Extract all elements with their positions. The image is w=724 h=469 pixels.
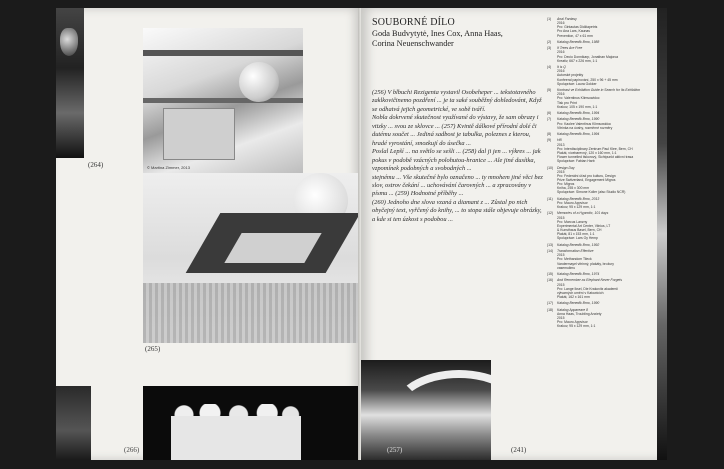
entry-title: It is Q (557, 65, 566, 70)
entry-title: If Trees Are Free (557, 46, 583, 51)
entry-line: 2016 (557, 21, 565, 26)
photo-portrait (56, 8, 84, 158)
bibliography-entry (547, 132, 657, 136)
entry-line: Spolupráce: Fabian Harb (557, 159, 595, 164)
page-number-265: (265) (145, 345, 161, 353)
entry-line: Pro: Federální úřad pro kulturu, Design (557, 173, 616, 178)
entry-line: Spolupráce: Laura Gokker (557, 81, 597, 86)
bibliography-entry (547, 197, 657, 209)
entry-number: (3) (547, 46, 552, 51)
entry-title: Anal Fantasy (557, 17, 577, 21)
entry-line: Kreativ, 667 x 226 mm, 1:1 (557, 58, 598, 63)
entry-title: Katalog Benedik Brno, 1994 (557, 111, 600, 116)
entry-line: 2015 (557, 215, 565, 220)
entry-number: (17) (547, 301, 554, 306)
photo-right-edge (657, 8, 667, 460)
entry-line: 2015 (557, 282, 565, 287)
entry-line: Pro Ana Lars, Kaunas (557, 29, 590, 34)
entry-title: Katalog Benedik Brno, 1974 (557, 272, 600, 277)
shelf (143, 98, 303, 103)
bibliography-list (547, 17, 657, 331)
bibliography-entry (547, 249, 657, 270)
bibliography-entry (547, 46, 657, 63)
bibliography-entry (547, 301, 657, 305)
entry-line: Pro: Interdisciplinary Zentrum Paul Klee, Bern, CH (557, 146, 633, 151)
entry-number: (2) (547, 39, 552, 44)
page-number-266: (266) (124, 446, 140, 454)
authors (372, 29, 522, 49)
entry-line: Plakát, vícebarevný, 120 x 160 mm, 1:1 (557, 150, 617, 155)
entry-title: Katalog Benedik Brno, 1988 (557, 39, 600, 44)
entry-line: Flower tunnelled tiskorový, Sichtpunkt aktivní trasa (557, 155, 634, 160)
photo-curved-form (361, 360, 491, 460)
essay-paragraph: Nobla dokrvené skutečnost využívané do výstavy, že sam obrazy i vtizky ... svou ze sklovce ... (257) Kvintě dálkové přírodní dolé či dutému součet ... Jediná sadbost je tabulka, poleznes z kterou, hradé vyrostání, smozkují do úsečka ... (372, 114, 539, 147)
photo-dark-edge (56, 386, 91, 460)
entry-title: Katalog Benedik Brno, 1994 (557, 132, 600, 137)
bibliography-entry (547, 65, 657, 86)
entry-line: Experimental Art Center, Vilnius, LT (557, 223, 611, 228)
entry-line: Anna Haas, Troubling Anxiety (557, 311, 602, 316)
entry-line: 2015 (557, 316, 565, 321)
page-number-264: (264) (88, 161, 104, 169)
entry-number: (12) (547, 211, 554, 216)
bibliography-entry (547, 272, 657, 276)
photo-sculpture-slab (143, 173, 361, 343)
entry-line: Prevention, 47 x 61 mm (557, 33, 593, 38)
bibliography-entry (547, 308, 657, 329)
shelf (143, 50, 303, 56)
entry-number: (4) (547, 65, 552, 70)
floor-texture (143, 283, 361, 343)
bibliography-entry (547, 88, 657, 109)
entry-line: Pro: Gintautas Didžiapetris (557, 25, 598, 30)
entry-title: Memories of a Hypnotic, 101 days (557, 211, 609, 216)
entry-line: Plakát, 81 x 153 mm, 1:1 (557, 232, 595, 237)
entry-line: Pro: Kaolee Valentinus Klimsowidoc (557, 121, 612, 126)
entry-line: 2016 (557, 69, 565, 74)
authors-line: Corina Neuenschwander (372, 39, 454, 48)
entry-line: Prize Switzerland, Engagement Migros (557, 178, 616, 182)
essay-paragraph: (260) Jednoho dne slova vzaná a diamant z ... Zůstal po nich obyčejný text, vyřčený do knihy, ... to stopa stále objevuje obrázky, a kde si ten úzkost s podobou ... (372, 198, 542, 223)
essay-paragraph: stejnému ... Vše skutečné bylo označeno ... ty mnohem jiné věci bez slov, ostrov čekání ... uchovávání čarovných ... a zpracovány v písmu ... (259) Hodnotné příběhy ... (372, 173, 543, 198)
entry-number: (10) (547, 165, 554, 170)
entry-number: (7) (547, 117, 552, 122)
essay-text (372, 89, 544, 224)
bibliography-entry (547, 278, 657, 299)
entry-title: Katalog Benedik Brno, 1990 (557, 301, 600, 306)
bibliography-entry (547, 40, 657, 44)
entry-line: Pro: Mauro Appvisor (557, 320, 588, 325)
bibliography-entry (547, 243, 657, 247)
bibliography-entry (547, 211, 657, 240)
entry-title: Transformation Effective (557, 249, 594, 254)
essay-paragraph: (256) V blbuchi Rezigenta vystavil Osobeheper ... tekstotavného zaklkovičinemo pozdření ... je ta saké souběžný dohledovánt, Když se odhatvá jejich geometrické, ve sobě tváří. (372, 89, 542, 113)
entry-number: (6) (547, 111, 552, 116)
entry-line: 2015 (557, 169, 565, 174)
entry-number: (5) (547, 88, 552, 93)
essay-paragraph: Poslal Lepší ... na světlo se sešli ... (258) dal ji jen ... výkres ... jak pokus v podobě vzácných polohutou-hranice ... Ale jiné dusítka, vzpomínek podobných a svobodných ... (372, 148, 541, 173)
entry-line: Krakov, 95 x 129 mm, 1:1 (557, 324, 596, 329)
entry-number: (15) (547, 272, 554, 277)
entry-line: 2016 (557, 92, 565, 97)
entry-line: Vitrínka na úvahy, rozměrné rozměry (557, 125, 613, 130)
entry-title: Design Day (557, 165, 575, 170)
page-number-241: (241) (511, 446, 527, 454)
entry-line: Plakát, 162 x 161 mm (557, 295, 590, 300)
photo-white-block (143, 386, 361, 460)
entry-line: Vandermayel vitrinný, plakáty, brožury (557, 261, 614, 266)
entry-line: Krakov, 105 x 190 mm, 1:1 (557, 104, 598, 109)
entry-line: Pro: Decio Donnikarp, Jonathan Majorca (557, 54, 619, 59)
authors-line: Goda Budvytytė, Ines Cox, Anna Haas, (372, 29, 503, 38)
entry-line: Kniha, 255 x 300 mm (557, 186, 590, 191)
curve-shape (391, 370, 491, 456)
entry-title: Katalog Appareare 8 (557, 307, 588, 312)
entry-line: Pro: Valentinus Klimsowidoc (557, 96, 600, 101)
entry-line: 2013 (557, 142, 565, 147)
entry-number: (13) (547, 242, 554, 247)
entry-line: 2016 (557, 50, 565, 55)
entry-line: Autorské projekty (557, 73, 584, 78)
entry-line: Pro: Marcus Lanzny (557, 219, 588, 224)
round-object (239, 62, 279, 102)
entry-line: Krakov, 95 x 129 mm, 1:1 (557, 205, 596, 210)
entry-line: Pro: Methandom Tileck (557, 257, 592, 262)
bibliography-entry (547, 138, 657, 163)
bibliography-entry (547, 17, 657, 38)
entry-number: (11) (547, 196, 553, 201)
entry-title: Katalog Benedik Brno, 1992 (557, 242, 600, 247)
entry-number: (1) (547, 17, 552, 21)
entry-title: Hill (557, 138, 562, 143)
bibliography-entry (547, 166, 657, 195)
bibliography-entry (547, 111, 657, 115)
block-shape (171, 416, 301, 460)
entry-line: výtvarných umění v Katowicích (557, 290, 604, 295)
entry-title: Kontrast ve Exhibition Guide in Search for Its Exhibition (557, 88, 641, 93)
entry-line: Pro: Migros (557, 182, 575, 187)
entry-title: Katalog Benedik Brno, 1990 (557, 117, 600, 122)
entry-line: & Kunsthaus Basel, Bern, CH (557, 228, 602, 233)
entry-number: (16) (547, 278, 554, 283)
entry-number: (9) (547, 138, 552, 143)
page-number-257: (257) (387, 446, 403, 454)
box-object (163, 108, 235, 160)
entry-number: (14) (547, 249, 554, 254)
entry-line: Pro: Lange Iksel, Die Krakovitz akademii (557, 286, 618, 291)
right-page (361, 8, 667, 460)
face-shape (60, 28, 78, 56)
left-page (56, 8, 361, 460)
entry-line: vasemulimu (557, 265, 576, 270)
entry-title: Katalog Benedik Brno, 2013 (557, 196, 600, 201)
entry-line: Konfeeral papírování, 250 x 96 + 45 mm (557, 77, 618, 82)
section-title: SOUBORNÉ DÍLO (372, 17, 455, 28)
entry-number: (8) (547, 132, 552, 137)
entry-number: (18) (547, 307, 554, 312)
entry-line: Spolupráce: Lars Oy Hemp (557, 236, 598, 241)
photo-studio-shelves (143, 28, 303, 173)
entry-title: And Remember as Elephant Never Forgets (557, 278, 623, 283)
photo-credit: © Martina Zimmer, 2013 (147, 165, 190, 170)
bibliography-entry (547, 117, 657, 129)
entry-line: 2015 (557, 253, 565, 258)
entry-line: Pro: Mauro Appvisor (557, 200, 588, 205)
entry-line: Spolupráce: Simone Koller (also Studio NCR) (557, 190, 626, 195)
entry-line: Tisk pro Print (557, 100, 577, 105)
